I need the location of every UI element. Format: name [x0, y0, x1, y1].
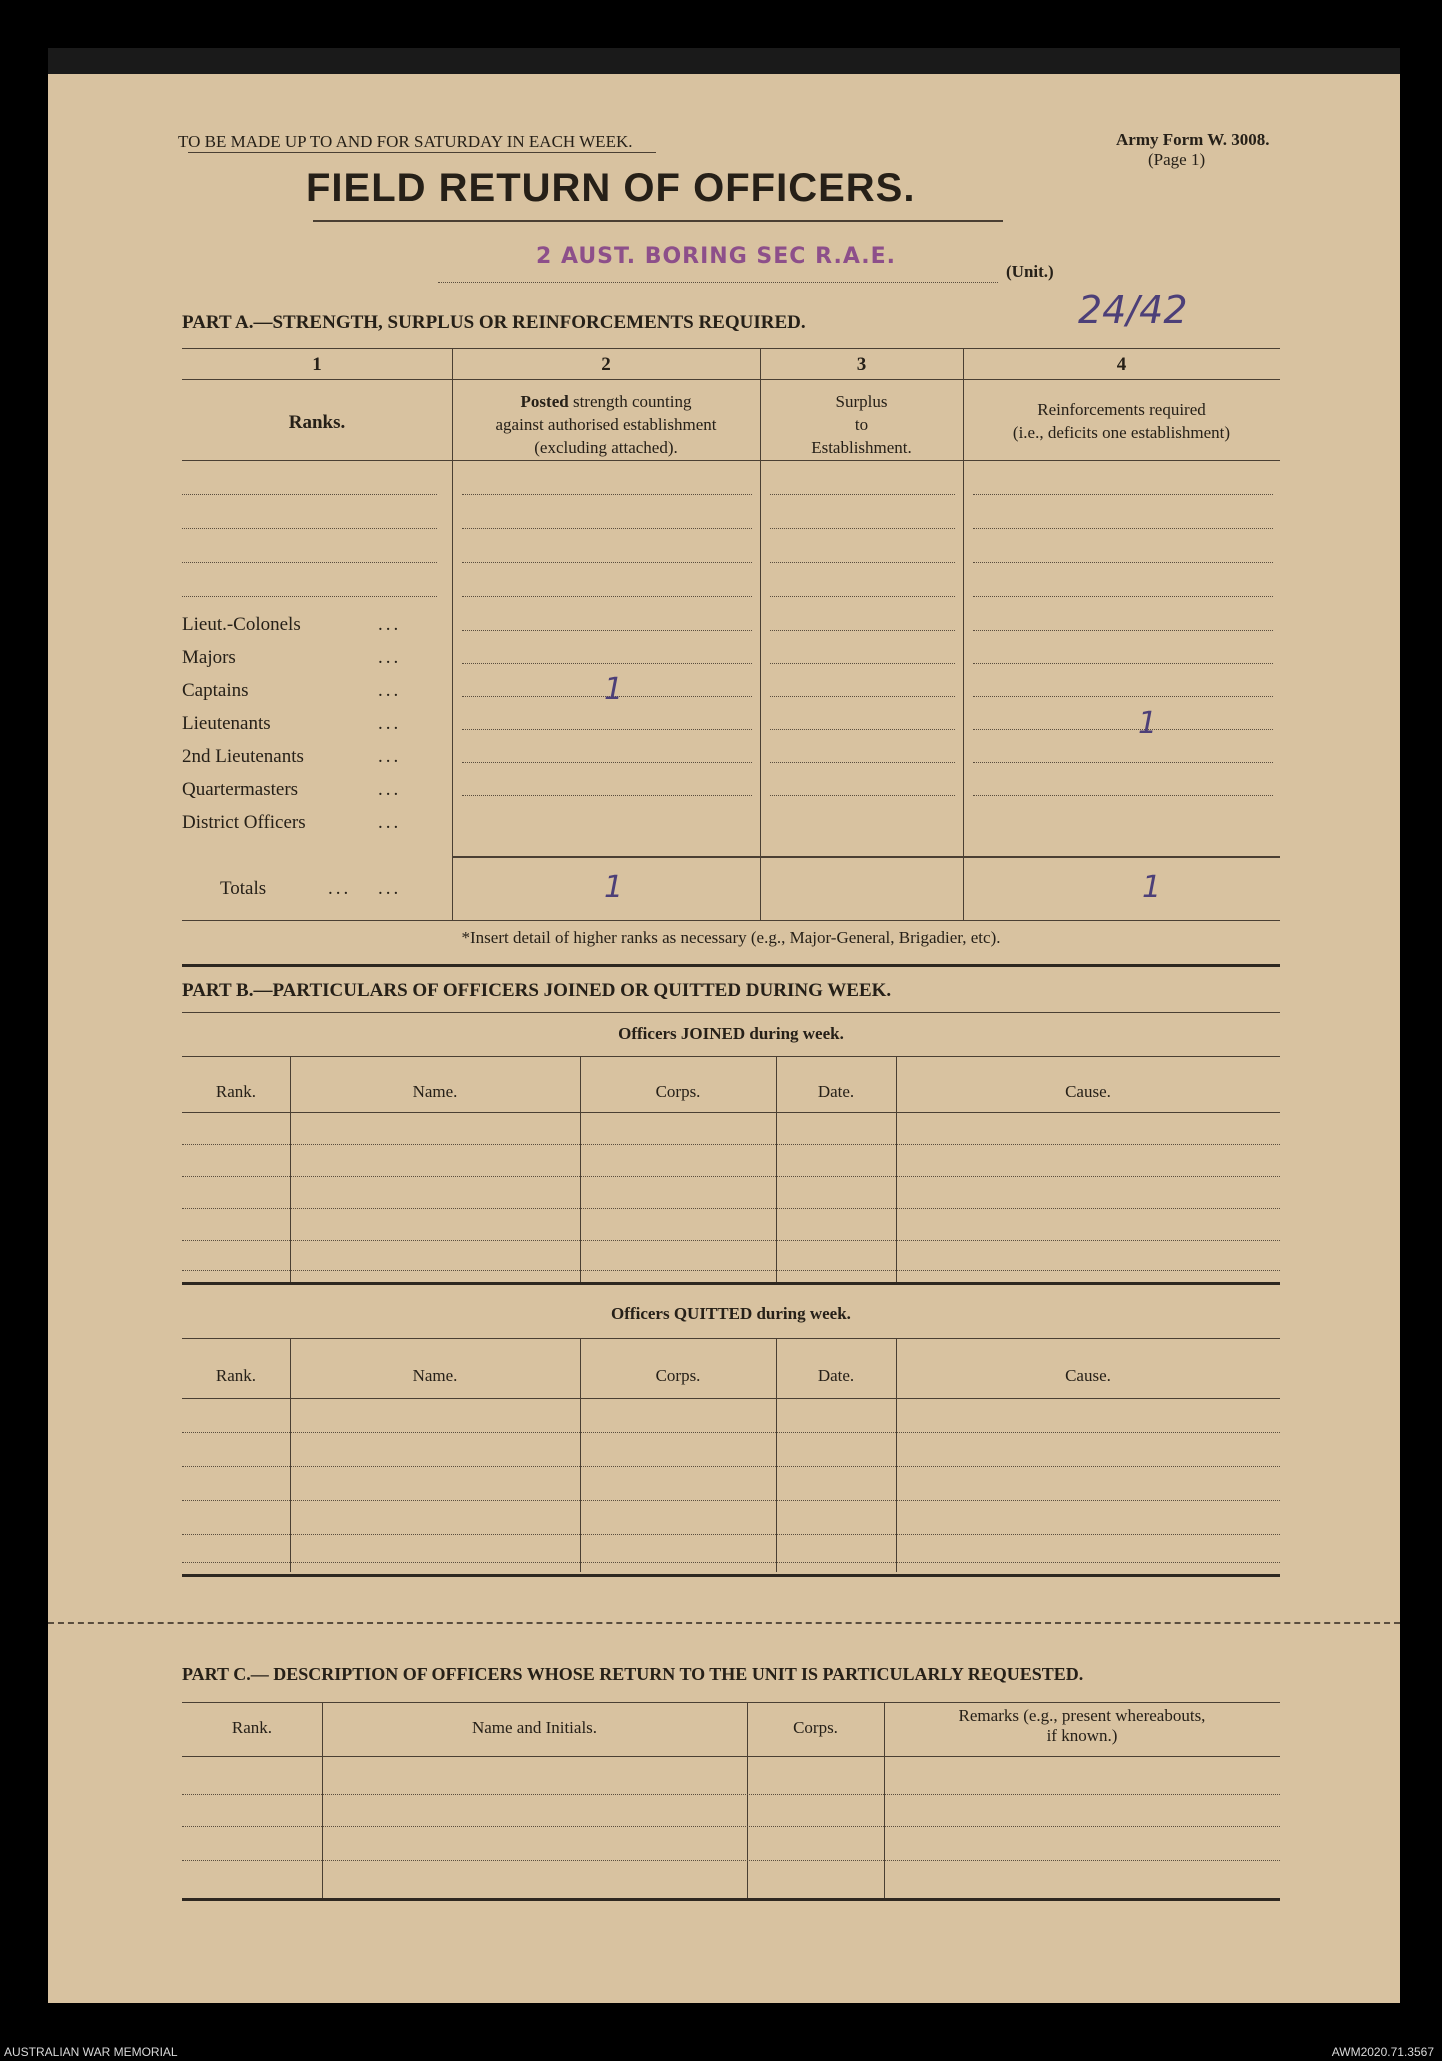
filler-dots: ...: [378, 680, 402, 701]
col-number-4: 4: [1116, 354, 1127, 375]
part-c-col-remarks: Remarks (e.g., present whereabouts, if known.): [958, 1706, 1206, 1745]
captains-posted-value: 1: [604, 672, 624, 707]
part-c-header-rule: [182, 1756, 1280, 1757]
part-a-number-rule: [182, 379, 1280, 380]
totals-vline-1: [452, 856, 453, 920]
posted-line-5: [462, 630, 752, 631]
unit-label: (Unit.): [1006, 262, 1054, 281]
joined-col-cause: Cause.: [1065, 1082, 1111, 1101]
quitted-row-line: [182, 1466, 1280, 1467]
reinf-line-3: [973, 562, 1273, 563]
quitted-col-date: Date.: [817, 1366, 855, 1385]
handwritten-reference: 24/42: [1078, 288, 1188, 332]
surplus-line-6: [770, 663, 955, 664]
surplus-line-7: [770, 696, 955, 697]
col-head-posted: Posted strength counting against authorised establishment (excluding attached).: [495, 392, 717, 457]
filler-dots: ...: [328, 878, 352, 899]
posted-line-8: [462, 729, 752, 730]
joined-col-rank: Rank.: [215, 1082, 257, 1101]
rank-quartermasters: Quartermasters: [182, 779, 299, 800]
lieutenants-reinforcements-value: 1: [1138, 706, 1158, 741]
form-page: [48, 48, 1400, 2003]
archive-credit: AUSTRALIAN WAR MEMORIAL: [4, 2045, 178, 2059]
joined-row-line: [182, 1240, 1280, 1241]
posted-line-3: [462, 562, 752, 563]
page-number: (Page 1): [1148, 150, 1206, 169]
surplus-line-1: [770, 494, 955, 495]
quitted-col-cause: Cause.: [1065, 1366, 1111, 1385]
rank-district-officers: District Officers: [182, 812, 306, 833]
posted-line-6: [462, 663, 752, 664]
quitted-row-line: [182, 1432, 1280, 1433]
surplus-line-4: [770, 596, 955, 597]
reinf-line-1: [973, 494, 1273, 495]
part-a-bottom-rule: [182, 920, 1280, 921]
surplus-line-3: [770, 562, 955, 563]
totals-top-rule: [452, 856, 1280, 858]
joined-row-line: [182, 1208, 1280, 1209]
form-number: Army Form W. 3008.: [1116, 130, 1270, 149]
title-underline: [313, 220, 1003, 222]
part-b-heading-rule: [182, 1012, 1280, 1013]
joined-title: Officers JOINED during week.: [618, 1024, 844, 1043]
quitted-row-line: [182, 1562, 1280, 1563]
joined-row-line: [182, 1270, 1280, 1271]
surplus-line-8: [770, 729, 955, 730]
reinf-line-7: [973, 696, 1273, 697]
part-a-end-rule: [182, 964, 1280, 967]
quitted-col-corps: Corps.: [655, 1366, 701, 1385]
col-number-2: 2: [601, 354, 611, 375]
reinf-line-5: [973, 630, 1273, 631]
reinf-line-8: [973, 729, 1273, 730]
totals-reinforcements-value: 1: [1142, 870, 1162, 905]
part-c-heading: PART C.— DESCRIPTION OF OFFICERS WHOSE RETURN TO THE UNIT IS PARTICULARLY REQUESTED.: [182, 1664, 1084, 1684]
reinf-line-2: [973, 528, 1273, 529]
col-head-ranks: Ranks.: [288, 412, 346, 433]
quitted-row-line: [182, 1534, 1280, 1535]
reinf-line-4: [973, 596, 1273, 597]
posted-line-10: [462, 795, 752, 796]
joined-col-name: Name.: [412, 1082, 458, 1101]
joined-end-rule: [182, 1282, 1280, 1285]
filler-dots: ...: [378, 614, 402, 635]
rank-2nd-lieutenants: 2nd Lieutenants: [182, 746, 304, 767]
reinf-line-10: [973, 795, 1273, 796]
posted-line-4: [462, 596, 752, 597]
reinf-line-6: [973, 663, 1273, 664]
page-title: FIELD RETURN OF OFFICERS.: [306, 166, 916, 210]
part-b-heading: PART B.—PARTICULARS OF OFFICERS JOINED OR QUITTED DURING WEEK.: [182, 980, 892, 1001]
part-c-col-rank: Rank.: [231, 1718, 273, 1737]
rank-lieut-colonels: Lieut.-Colonels: [182, 614, 301, 635]
quitted-top-rule: [182, 1338, 1280, 1339]
part-c-end-rule: [182, 1898, 1280, 1901]
filler-dots: ...: [378, 779, 402, 800]
filler-dots: ...: [378, 878, 402, 899]
filler-dots: ...: [378, 647, 402, 668]
unit-stamp: 2 AUST. BORING SEC R.A.E.: [536, 244, 896, 269]
rank-lieutenants: Lieutenants: [182, 713, 271, 734]
totals-label: Totals: [220, 878, 267, 899]
perforation-line: [48, 1622, 1400, 1624]
col-number-1: 1: [312, 354, 322, 375]
totals-vline-2: [760, 856, 761, 920]
quitted-end-rule: [182, 1574, 1280, 1577]
part-c-col-name: Name and Initials.: [471, 1718, 598, 1737]
part-a-heading: PART A.—STRENGTH, SURPLUS OR REINFORCEMENTS REQUIRED.: [182, 312, 806, 333]
posted-line-2: [462, 528, 752, 529]
joined-header-rule: [182, 1112, 1280, 1113]
surplus-line-5: [770, 630, 955, 631]
filler-dots: ...: [378, 746, 402, 767]
surplus-line-9: [770, 762, 955, 763]
quitted-col-rank: Rank.: [215, 1366, 257, 1385]
part-a-header-rule: [182, 460, 1280, 461]
part-a-footnote: *Insert detail of higher ranks as necessary (e.g., Major-General, Brigadier, etc).: [461, 928, 1001, 947]
instruction-underline: [188, 152, 656, 153]
quitted-title: Officers QUITTED during week.: [611, 1304, 851, 1323]
totals-vline-3: [963, 856, 964, 920]
totals-posted-value: 1: [604, 870, 624, 905]
part-c-row-line: [182, 1826, 1280, 1827]
insert-rank-line-3: [182, 562, 437, 563]
insert-rank-line-2: [182, 528, 437, 529]
rank-majors: Majors: [182, 647, 236, 668]
posted-line-9: [462, 762, 752, 763]
quitted-row-line: [182, 1500, 1280, 1501]
col-number-3: 3: [856, 354, 867, 375]
part-c-row-line: [182, 1860, 1280, 1861]
joined-col-date: Date.: [817, 1082, 855, 1101]
joined-top-rule: [182, 1056, 1280, 1057]
surplus-line-2: [770, 528, 955, 529]
part-c-col-corps: Corps.: [793, 1718, 838, 1737]
filler-dots: ...: [378, 812, 402, 833]
col-head-surplus: Surplus to Establishment.: [811, 392, 912, 457]
instruction-text: TO BE MADE UP TO AND FOR SATURDAY IN EACH WEEK.: [178, 132, 633, 151]
part-a-top-rule: [182, 348, 1280, 349]
reinf-line-9: [973, 762, 1273, 763]
archive-accession-number: AWM2020.71.3567: [1331, 2045, 1434, 2059]
part-c-row-line: [182, 1794, 1280, 1795]
rank-captains: Captains: [182, 680, 249, 701]
joined-col-corps: Corps.: [655, 1082, 701, 1101]
quitted-col-name: Name.: [412, 1366, 458, 1385]
torn-top-edge: [48, 48, 1400, 92]
unit-dotted-line: [438, 282, 998, 283]
joined-row-line: [182, 1176, 1280, 1177]
insert-rank-line-4: [182, 596, 437, 597]
joined-row-line: [182, 1144, 1280, 1145]
part-c-top-rule: [182, 1702, 1280, 1703]
posted-line-1: [462, 494, 752, 495]
surplus-line-10: [770, 795, 955, 796]
col-head-reinforcements: Reinforcements required (i.e., deficits one establishment): [1012, 400, 1231, 442]
quitted-header-rule: [182, 1398, 1280, 1399]
insert-rank-line-1: [182, 494, 437, 495]
filler-dots: ...: [378, 713, 402, 734]
